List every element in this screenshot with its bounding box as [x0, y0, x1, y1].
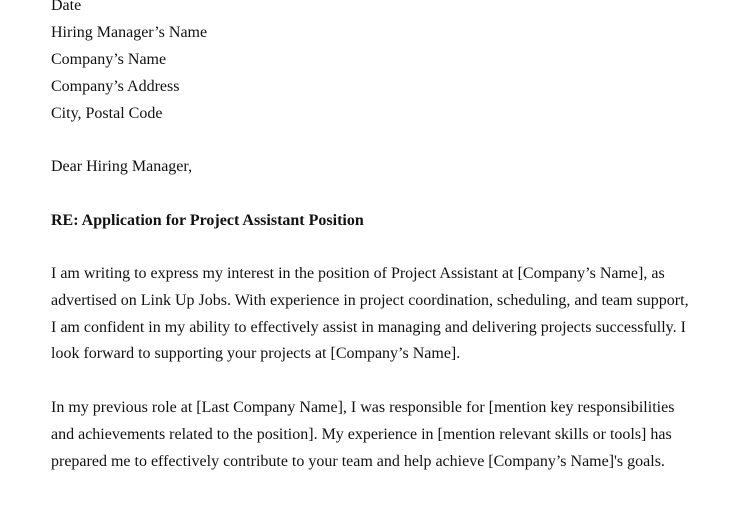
city-postal-line: City, Postal Code [51, 105, 163, 122]
company-address-line: Company’s Address [51, 78, 180, 95]
salutation: Dear Hiring Manager, [51, 158, 193, 175]
company-name-line: Company’s Name [51, 51, 167, 68]
body-paragraph-1: I am writing to express my interest in the position of Project Assistant at [Company’s Name], as advertised on Link Up Jobs. With experience in project coordination, scheduling, and team support, I am confident in my ability to effectively assist in managing and delivering projects successfully. I look forward to supporting your projects at [Company’s Name]. [51, 265, 689, 363]
cover-letter [51, 0, 701, 476]
address-block [51, 0, 701, 127]
subject-line: RE: Application for Project Assistant Position [51, 212, 364, 229]
date-line: Date [51, 0, 82, 14]
body-paragraph-2: In my previous role at [Last Company Name], I was responsible for [mention key responsibilities and achievements related to the position]. My experience in [mention relevant skills or tools] has prepared me to effectively contribute to your team and help achieve [Company’s Name]'s goals. [51, 399, 675, 470]
hiring-manager-line: Hiring Manager’s Name [51, 24, 208, 41]
